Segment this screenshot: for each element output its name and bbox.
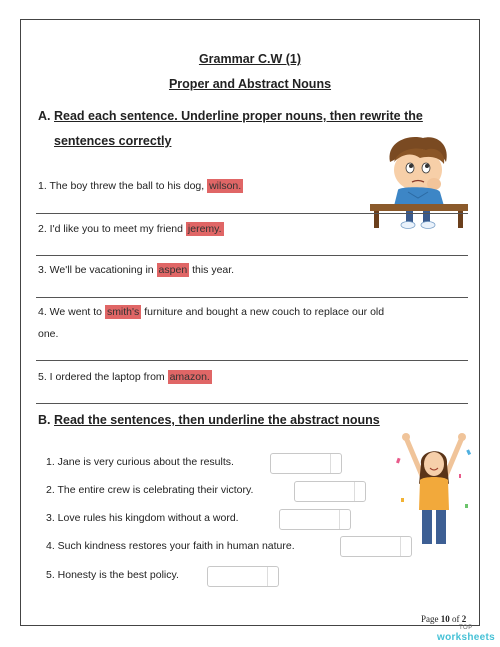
section-a-letter: A. xyxy=(38,109,51,123)
section-a-instruction-line1: Read each sentence. Underline proper nouns, then rewrite the xyxy=(54,109,423,123)
proper-noun-sentence-2: 2. I'd like you to meet my friend jeremy. xyxy=(38,223,222,235)
worksheet-title: Grammar C.W (1) xyxy=(198,52,302,66)
answer-box-2[interactable] xyxy=(294,481,366,502)
answer-box-5[interactable] xyxy=(207,566,279,587)
section-b-instruction: Read the sentences, then underline the abstract nouns xyxy=(54,413,380,427)
answer-line xyxy=(36,213,468,214)
proper-noun-highlight: aspen xyxy=(158,264,188,276)
section-b-letter: B. xyxy=(38,413,51,427)
abstract-noun-sentence-2: 2. The entire crew is celebrating their victory. xyxy=(46,484,254,496)
section-a-instruction-line2: sentences correctly xyxy=(54,134,172,148)
proper-noun-highlight: jeremy. xyxy=(187,223,222,235)
proper-noun-sentence-4: 4. We went to smith's furniture and bought a new couch to replace our old xyxy=(38,306,385,318)
abstract-noun-sentence-4: 4. Such kindness restores your faith in human nature. xyxy=(46,540,295,552)
brand-wordmark: worksheets xyxy=(437,632,496,643)
page-number: Page 10 of 2 xyxy=(421,614,467,624)
answer-box-1[interactable] xyxy=(270,453,342,474)
worksheet-subtitle: Proper and Abstract Nouns xyxy=(168,77,332,91)
proper-noun-sentence-4-continued: one. xyxy=(38,328,59,340)
answer-box-3[interactable] xyxy=(279,509,351,530)
proper-noun-sentence-5: 5. I ordered the laptop from amazon. xyxy=(38,371,210,383)
celebrating-girl-illustration xyxy=(393,428,475,548)
proper-noun-highlight: wilson. xyxy=(209,180,242,192)
proper-noun-sentence-1: 1. The boy threw the ball to his dog, wilson. xyxy=(38,180,242,192)
answer-line xyxy=(36,297,468,298)
thinking-boy-at-desk-illustration xyxy=(368,132,470,230)
answer-line xyxy=(36,360,468,361)
abstract-noun-sentence-1: 1. Jane is very curious about the results. xyxy=(46,456,234,468)
proper-noun-highlight: smith's xyxy=(106,306,140,318)
brand-top-text: TOP xyxy=(459,625,473,631)
proper-noun-sentence-3: 3. We'll be vacationing in aspen this year. xyxy=(38,264,235,276)
answer-line xyxy=(36,255,468,256)
answer-box-4[interactable] xyxy=(340,536,412,557)
abstract-noun-sentence-3: 3. Love rules his kingdom without a word. xyxy=(46,512,239,524)
answer-line xyxy=(36,403,468,404)
abstract-noun-sentence-5: 5. Honesty is the best policy. xyxy=(46,569,179,581)
proper-noun-highlight: amazon. xyxy=(169,371,210,383)
